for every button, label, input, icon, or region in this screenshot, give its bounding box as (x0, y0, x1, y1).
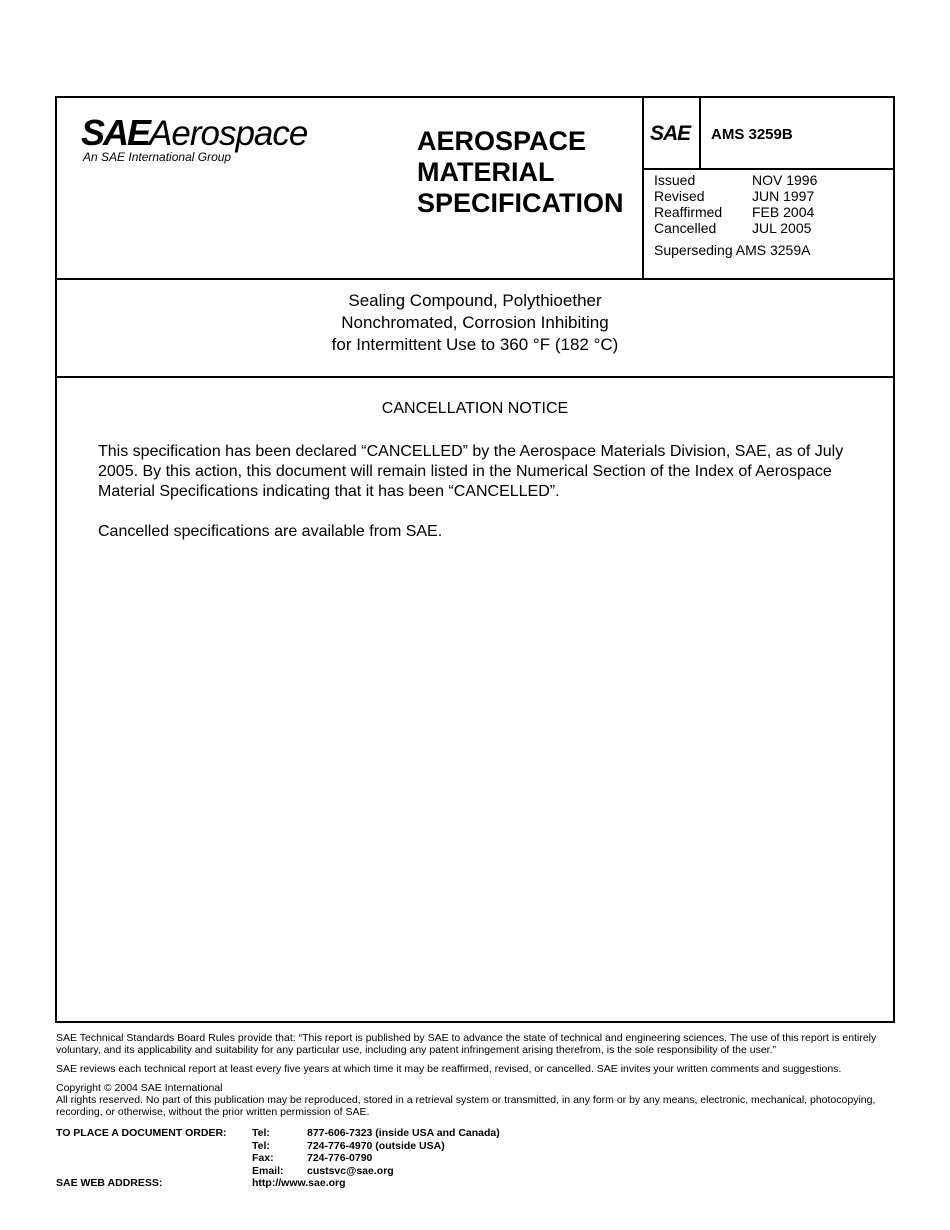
notice-paragraph: Cancelled specifications are available from SAE. (98, 523, 443, 540)
logo-aerospace-text: Aerospace (149, 114, 308, 153)
doc-info-box (642, 98, 895, 280)
notice-paragraph: This specification has been declared “CANCELLED” by the Aerospace Materials Division, SAE, as of July 2005. By this action, this document will remain listed in the Numerical Section of the Index of Aerospace Material Specifications indicating that it has been “CANCELLED”. (98, 443, 844, 500)
sae-small-logo (644, 98, 701, 168)
date-value: JUN 1997 (752, 188, 815, 204)
notice-title: CANCELLATION NOTICE (381, 400, 569, 417)
spec-title (417, 126, 624, 219)
logo-sae-text: SAE (81, 112, 150, 153)
subject-divider (57, 376, 893, 378)
order-row (56, 1152, 500, 1165)
date-value: JUL 2005 (752, 220, 812, 236)
order-row (56, 1165, 500, 1178)
sae-aerospace-logo (81, 112, 307, 164)
date-label: Issued (654, 172, 696, 188)
date-list (654, 172, 817, 236)
spec-title-line: AEROSPACE (417, 126, 587, 156)
contact-value: 724-776-0790 (307, 1152, 373, 1164)
web-address-label: SAE WEB ADDRESS: (56, 1177, 163, 1189)
date-row (654, 172, 817, 188)
date-label: Revised (654, 188, 705, 204)
contact-value: 724-776-4970 (outside USA) (307, 1139, 445, 1152)
date-row (654, 204, 817, 220)
sae-small-logo-text: SAE (650, 122, 691, 145)
superseding-note: Superseding AMS 3259A (654, 242, 811, 258)
doc-number-row (644, 98, 895, 170)
subject-title (57, 290, 893, 356)
header (57, 98, 893, 280)
date-value: FEB 2004 (752, 204, 815, 220)
logo-subtitle: An SAE International Group (83, 150, 232, 164)
contact-label: Tel: (252, 1127, 270, 1139)
contact-value: 877-606-7323 (inside USA and Canada) (307, 1127, 500, 1139)
copyright: Copyright © 2004 SAE International (56, 1082, 223, 1094)
date-label: Cancelled (654, 220, 717, 236)
rights-statement: All rights reserved. No part of this publication may be reproduced, stored in a retrieval system or transmitted, in any form or by any means, electronic, mechanical, photocopying, recording, or otherwise, without the prior written permission of SAE. (56, 1094, 876, 1118)
web-address-link[interactable]: http://www.sae.org (252, 1177, 346, 1189)
footer-paragraph: SAE Technical Standards Board Rules provide that: “This report is published by SAE to advance the state of technical and engineering sciences. The use of this report is entirely voluntary, and its applicability and suitability for any particular use, including any patent infringement arising therefrom, is the sole responsibility of the user.” (56, 1032, 877, 1056)
date-value: NOV 1996 (752, 172, 818, 188)
legal-footer (56, 1032, 896, 1118)
order-info (56, 1127, 500, 1190)
notice-body (98, 442, 873, 562)
subject-line: for Intermittent Use to 360 °F (182 °C) (331, 335, 619, 354)
order-row (56, 1140, 500, 1153)
date-row (654, 220, 817, 236)
contact-label: Fax: (252, 1152, 274, 1164)
contact-label: Email: (252, 1164, 284, 1177)
order-row (56, 1127, 500, 1140)
document-frame (55, 96, 895, 1023)
spec-title-line: SPECIFICATION (417, 188, 624, 218)
footer-paragraph: SAE reviews each technical report at least every five years at which time it may be reaffirmed, revised, or cancelled. SAE invites your written comments and suggestions. (56, 1063, 842, 1075)
order-heading: TO PLACE A DOCUMENT ORDER: (56, 1127, 227, 1139)
doc-number: AMS 3259B (711, 126, 793, 143)
date-label: Reaffirmed (654, 204, 723, 220)
subject-line: Sealing Compound, Polythioether (348, 291, 602, 310)
email-link[interactable]: custsvc@sae.org (307, 1164, 394, 1177)
subject-line: Nonchromated, Corrosion Inhibiting (341, 313, 609, 332)
date-row (654, 188, 817, 204)
spec-title-line: MATERIAL (417, 157, 555, 187)
order-row (56, 1177, 500, 1190)
header-divider (57, 278, 893, 280)
contact-label: Tel: (252, 1139, 270, 1152)
